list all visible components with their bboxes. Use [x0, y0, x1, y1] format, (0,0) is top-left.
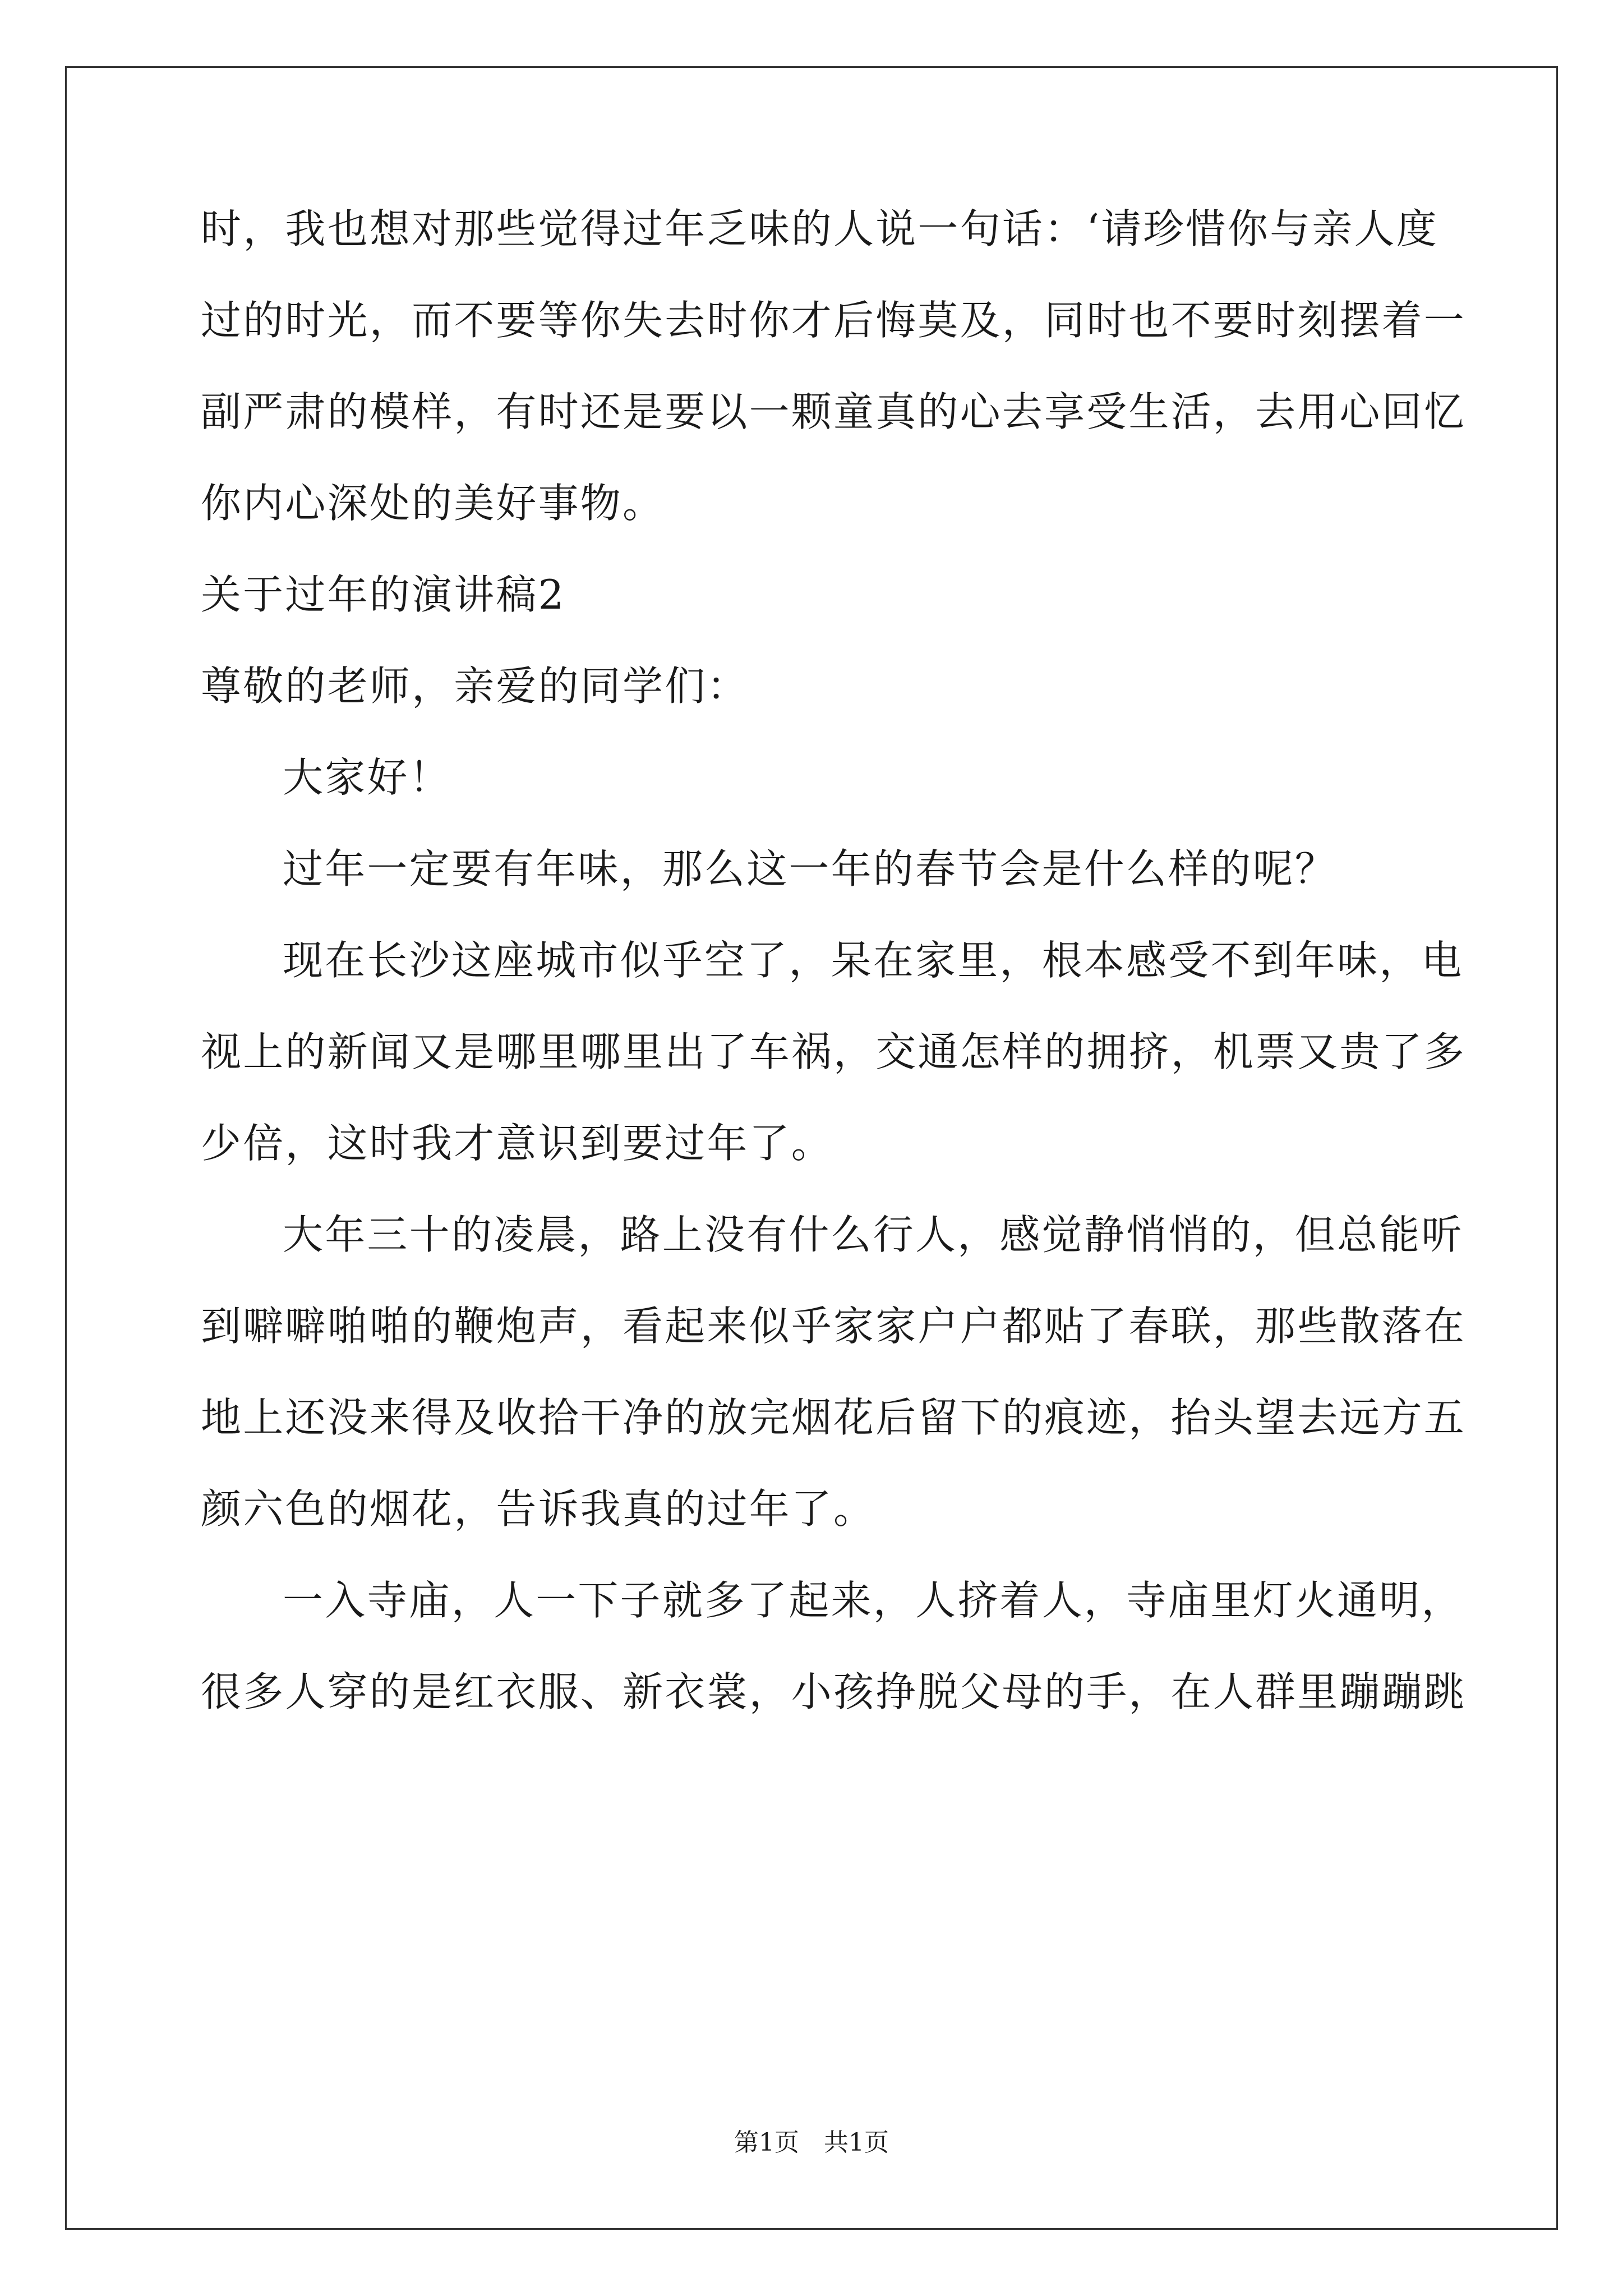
paragraph-line: 颜六色的烟花，告诉我真的过年了。 [201, 1485, 876, 1533]
paragraph-line: 过的时光，而不要等你失去时你才后悔莫及，同时也不要时刻摆着一 [201, 297, 1467, 344]
paragraph-line: 视上的新闻又是哪里哪里出了车祸，交通怎样的拥挤，机票又贵了多 [201, 1028, 1467, 1075]
greeting: 大家好！ [283, 754, 451, 801]
paragraph-line: 大年三十的凌晨，路上没有什么行人，感觉静悄悄的，但总能听 [283, 1211, 1464, 1258]
paragraph-line: 时，我也想对那些觉得过年乏味的人说一句话：‘请珍惜你与亲人度 [201, 205, 1438, 252]
section-title: 关于过年的演讲稿2 [201, 571, 566, 618]
paragraph-line: 你内心深处的美好事物。 [201, 480, 665, 527]
paragraph-line: 一入寺庙，人一下子就多了起来，人挤着人，寺庙里灯火通明， [283, 1577, 1464, 1624]
paragraph-line: 很多人穿的是红衣服、新衣裳，小孩挣脱父母的手，在人群里蹦蹦跳 [201, 1668, 1467, 1715]
paragraph-line: 地上还没来得及收拾干净的放完烟花后留下的痕迹，抬头望去远方五 [201, 1394, 1467, 1441]
paragraph-line: 过年一定要有年味，那么这一年的春节会是什么样的呢？ [283, 845, 1338, 892]
salutation: 尊敬的老师，亲爱的同学们： [201, 662, 749, 710]
paragraph-line: 副严肃的模样，有时还是要以一颗童真的心去享受生活，去用心回忆 [201, 388, 1467, 435]
page-number-footer: 第1页 共1页 [734, 2128, 889, 2157]
paragraph-line: 少倍，这时我才意识到要过年了。 [201, 1120, 834, 1167]
paragraph-line: 到噼噼啪啪的鞭炮声，看起来似乎家家户户都贴了春联，那些散落在 [201, 1303, 1467, 1350]
paragraph-line: 现在长沙这座城市似乎空了，呆在家里，根本感受不到年味，电 [283, 937, 1464, 984]
